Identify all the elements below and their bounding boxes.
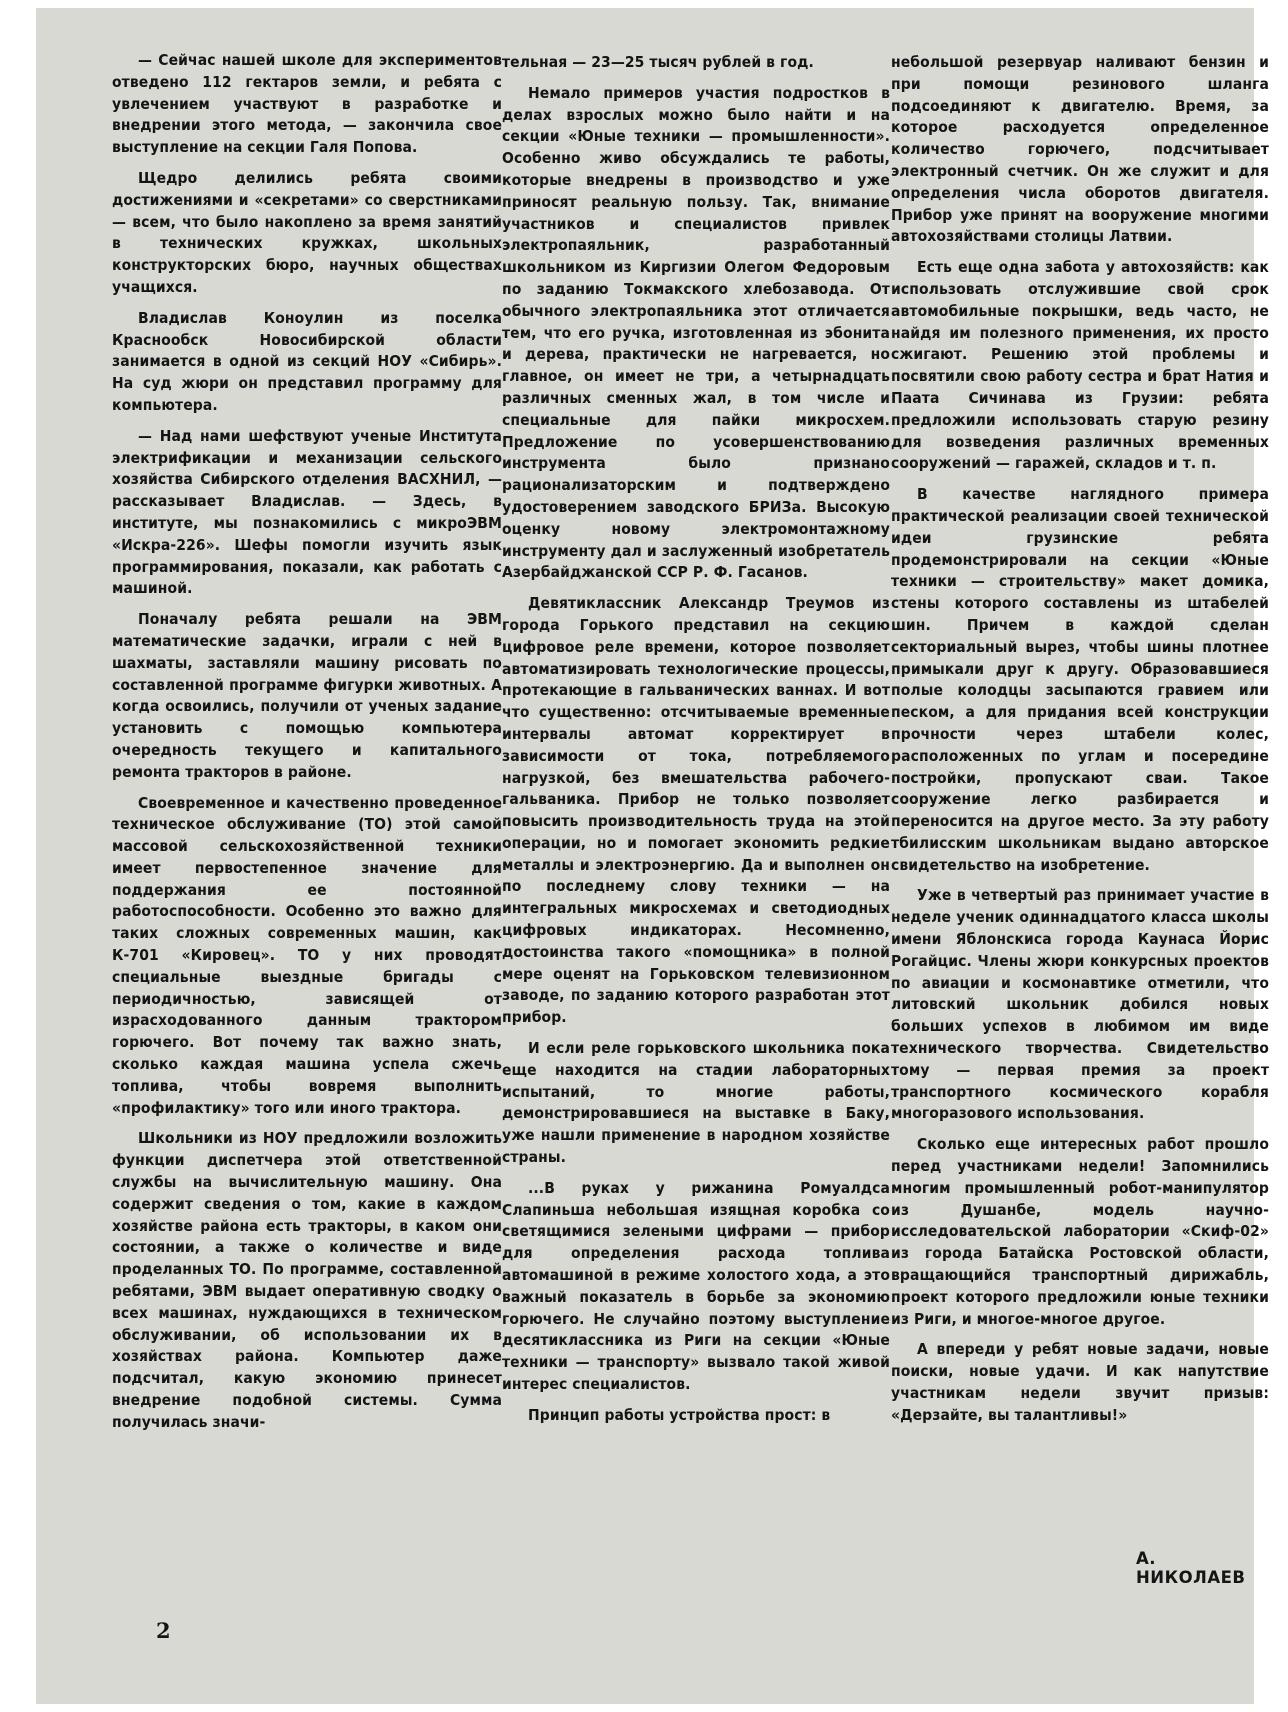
paragraph: И если реле горьковского школьника пока еще находится на стадии лабораторных испытаний, то многие работы, демонстрировавшиеся на выставке в Баку, уже нашли применение в народном хозяйстве страны. (502, 1039, 890, 1167)
paragraph: Немало примеров участия подростков в делах взрослых можно было найти и на секции «Юные техники — промышленности». Особенно живо обсуждались те работы, которые внедрены в производство и уже приносят реальную пользу. Так, внимание участников и специалистов привлек электропаяльник, разработанный школьником из Киргизии Олегом Федоровым по заданию Токмакского хлебозавода. От обычного электропаяльника этот отличается тем, что его ручка, изготовленная из эбонита и дерева, практически не нагревается, но главное, он имеет не три, а четырнадцать различных сменных жал, в том числе и специальные для пайки микросхем. Предложение по усовершенствованию инструмента было признано рационализаторским и подтверждено удостоверением заводского БРИЗа. Высокую оценку новому электромонтажному инструменту дал и заслуженный изобретатель Азербайджанской ССР Р. Ф. Гасанов. (502, 83, 890, 582)
paragraph: — Сейчас нашей школе для экспериментов отведено 112 гектаров земли, и ребята с увлечением участвуют в разработке и внедрении этого метода, — закончила свое выступление на секции Галя Попова. (112, 51, 502, 157)
paragraph: Своевременное и качественно проведенное техническое обслуживание (ТО) этой самой массовой сельскохозяйственной техники имеет первостепенное значение для поддержания ее постоянной работоспособности. Особенно это важно для таких сложных современных машин, как К-701 «Кировец». ТО у них проводят специальные выездные бригады с периодичностью, зависящей от израсходованного данным трактором горючего. Вот почему так важно знать, сколько каждая машина успела сжечь топлива, чтобы вовремя выполнить «профилактику» того или иного трактора. (112, 793, 502, 1117)
paragraph: Щедро делились ребята своими достижениями и «секретами» со сверстниками — всем, что было накоплено за время занятий в технических кружках, школьных конструкторских бюро, научных обществах учащихся. (112, 168, 502, 296)
magazine-page (36, 8, 1269, 1704)
text-column-2 (502, 52, 890, 1436)
paragraph: А впереди у ребят новые задачи, новые поиски, новые удачи. И как напутствие участникам недели звучит призыв: «Дерзайте, вы талантливы!» (891, 1340, 1269, 1424)
author-signature: А. НИКОЛАЕВ (1136, 1549, 1246, 1587)
page-number: 2 (156, 1618, 171, 1643)
paragraph: Уже в четвертый раз принимает участие в неделе ученик одиннадцатого класса школы имени Яблонскиса города Каунаса Йорис Рогайцис. Члены жюри конкурсных проектов по авиации и космонавтике отметили, что литовский школьник добился новых больших успехов в любимом им виде технического творчества. Свидетельство тому — первая премия за проект транспортного космического корабля многоразового использования. (891, 886, 1269, 1123)
paragraph: Девятиклассник Александр Треумов из города Горького представил на секцию цифровое реле времени, которое позволяет автоматизировать технологические процессы, протекающие в гальванических ваннах. И вот что существенно: отсчитываемые временные интервалы автомат корректирует в зависимости от тока, потребляемого нагрузкой, без вмешательства рабочего-гальваника. Прибор не только позволяет повысить производительность труда на этой операции, но и помогает экономить редкие металлы и электроэнергию. Да и выполнен он по последнему слову техники — на интегральных микросхемах и светодиодных цифровых индикаторах. Несомненно, достоинства такого «помощника» в полной мере оценят на Горьковском телевизионном заводе, по заданию которого разработан этот прибор. (502, 594, 890, 1027)
text-column-3 (891, 52, 1269, 1436)
paragraph: Владислав Коноулин из поселка Краснообск Новосибирской области занимается в одной из секций НОУ «Сибирь». На суд жюри он представил программу для компьютера. (112, 308, 502, 414)
paragraph: Принцип работы устройства прост: в (528, 1405, 831, 1424)
paragraph: Есть еще одна забота у автохозяйств: как использовать отслужившие свой срок автомобильные покрышки, ведь часто, не найдя им полезного применения, их просто сжигают. Решению этой проблемы и посвятили свою работу сестра и брат Натия и Паата Сичинава из Грузии: ребята предложили использовать старую резину для возведения различных временных сооружений — гаражей, складов и т. п. (891, 258, 1269, 473)
paragraph: — Над нами шефствуют ученые Института электрификации и механизации сельского хозяйства Сибирского отделения ВАСХНИЛ, — рассказывает Владислав. — Здесь, в институте, мы познакомились с микроЭВМ «Искра-226». Шефы помогли изучить язык программирования, показали, как работать с машиной. (112, 426, 502, 598)
paragraph: Школьники из НОУ предложили возложить функции диспетчера этой ответственной службы на вычислительную машину. Она содержит сведения о том, какие в каждом хозяйстве района есть тракторы, в каком они состоянии, а также о количестве и виде проделанных ТО. По программе, составленной ребятами, ЭВМ выдает оперативную сводку о всех машинах, нуждающихся в техническом обслуживании, об использовании их в хозяйствах района. Компьютер даже подсчитал, какую экономию принесет внедрение подобной системы. Сумма получилась значи- (112, 1129, 502, 1431)
text-column-1 (112, 50, 502, 1443)
paragraph: ...В руках у рижанина Ромуалдса Слапиньша небольшая изящная коробка со светящимися зелеными цифрами — прибор для определения расхода топлива автомашиной в режиме холостого хода, а это важный показатель в борьбе за экономию горючего. Не случайно поэтому выступление десятиклассника из Риги на секции «Юные техники — транспорту» вызвало такой живой интерес специалистов. (502, 1178, 890, 1394)
paragraph: небольшой резервуар наливают бензин и при помощи резинового шланга подсоединяют к двигателю. Время, за которое расходуется определенное количество горючего, подсчитывает электронный счетчик. Он же служит и для определения числа оборотов двигателя. Прибор уже принят на вооружение многими автохозяйствами столицы Латвии. (891, 53, 1269, 246)
paragraph: тельная — 23—25 тысяч рублей в год. (502, 53, 814, 71)
paragraph: В качестве наглядного примера практической реализации своей технической идеи грузинские ребята продемонстрировали на секции «Юные техники — строительству» макет домика, стены которого составлены из штабелей шин. Причем в каждой сделан секториальный вырез, чтобы шины плотнее примыкали друг к другу. Образовавшиеся полые колодцы засыпаются гравием или песком, а для придания всей конструкции прочности через штабели колес, расположенных по углам и посередине постройки, пропускают сваи. Такое сооружение легко разбирается и переносится на другое место. За эту работу тбилисским школьникам выдано авторское свидетельство на изобретение. (891, 485, 1269, 874)
paragraph: Поначалу ребята решали на ЭВМ математические задачки, играли с ней в шахматы, заставляли машину рисовать по составленной программе фигурки животных. А когда освоились, получили от ученых задание установить с помощью компьютера очередность текущего и капитального ремонта тракторов в районе. (112, 610, 502, 781)
paragraph: Сколько еще интересных работ прошло перед участниками недели! Запомнились многим промышленный робот-манипулятор из Душанбе, модель научно-исследовательской лаборатории «Скиф-02» из города Батайска Ростовской области, вращающийся транспортный дирижабль, проект которого предложили юные техники из Риги, и многое-многое другое. (891, 1135, 1269, 1328)
